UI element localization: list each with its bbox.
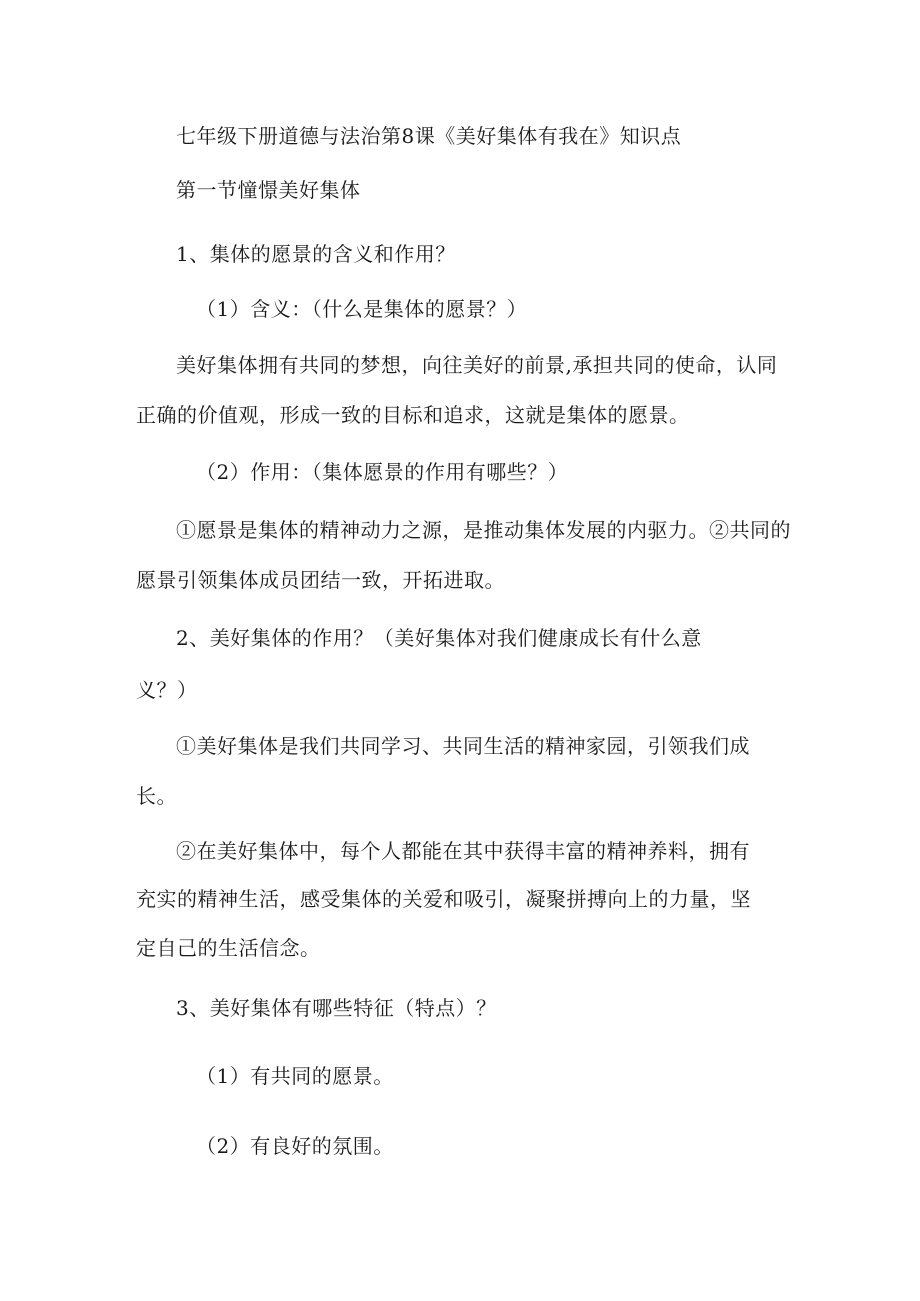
q1-sub1-heading: （1）含义：（什么是集体的愿景？） [196,297,528,321]
q2-point-2-line: ②在美好集体中，每个人都能在其中获得丰富的精神养料，拥有 [176,839,750,863]
question-1-heading: 1、集体的愿景的含义和作用？ [176,242,456,266]
q1-sub1-body-line: 美好集体拥有共同的梦想，向往美好的前景,承担共同的使命，认同 [176,353,778,377]
document-title: 七年级下册道德与法治第8课《美好集体有我在》知识点 [176,124,682,148]
section-heading: 第一节憧憬美好集体 [176,178,361,202]
question-2-heading: 2、美好集体的作用？（美好集体对我们健康成长有什么意 [176,626,702,650]
question-2-heading-cont: 义？） [136,678,198,702]
q2-point-2-line: 定自己的生活信念。 [136,936,321,960]
q1-sub1-body-line: 正确的价值观，形成一致的目标和追求，这就是集体的愿景。 [136,403,690,427]
q1-sub2-heading: （2）作用：（集体愿景的作用有哪些？） [196,460,569,484]
q2-point-2-line: 充实的精神生活，感受集体的关爱和吸引，凝聚拼搏向上的力量，坚 [136,887,751,911]
q3-item-2: （2）有良好的氛围。 [196,1134,394,1158]
q2-point-1-line: ①美好集体是我们共同学习、共同生活的精神家园，引领我们成 [176,734,750,758]
q3-item-1: （1）有共同的愿景。 [196,1064,394,1088]
q1-sub2-body-line: 愿景引领集体成员团结一致，开拓进取。 [136,568,505,592]
question-3-heading: 3、美好集体有哪些特征（特点）？ [176,996,497,1020]
q2-point-1-line: 长。 [136,784,177,808]
q1-sub2-body-line: ①愿景是集体的精神动力之源，是推动集体发展的内驱力。②共同的 [176,518,791,542]
